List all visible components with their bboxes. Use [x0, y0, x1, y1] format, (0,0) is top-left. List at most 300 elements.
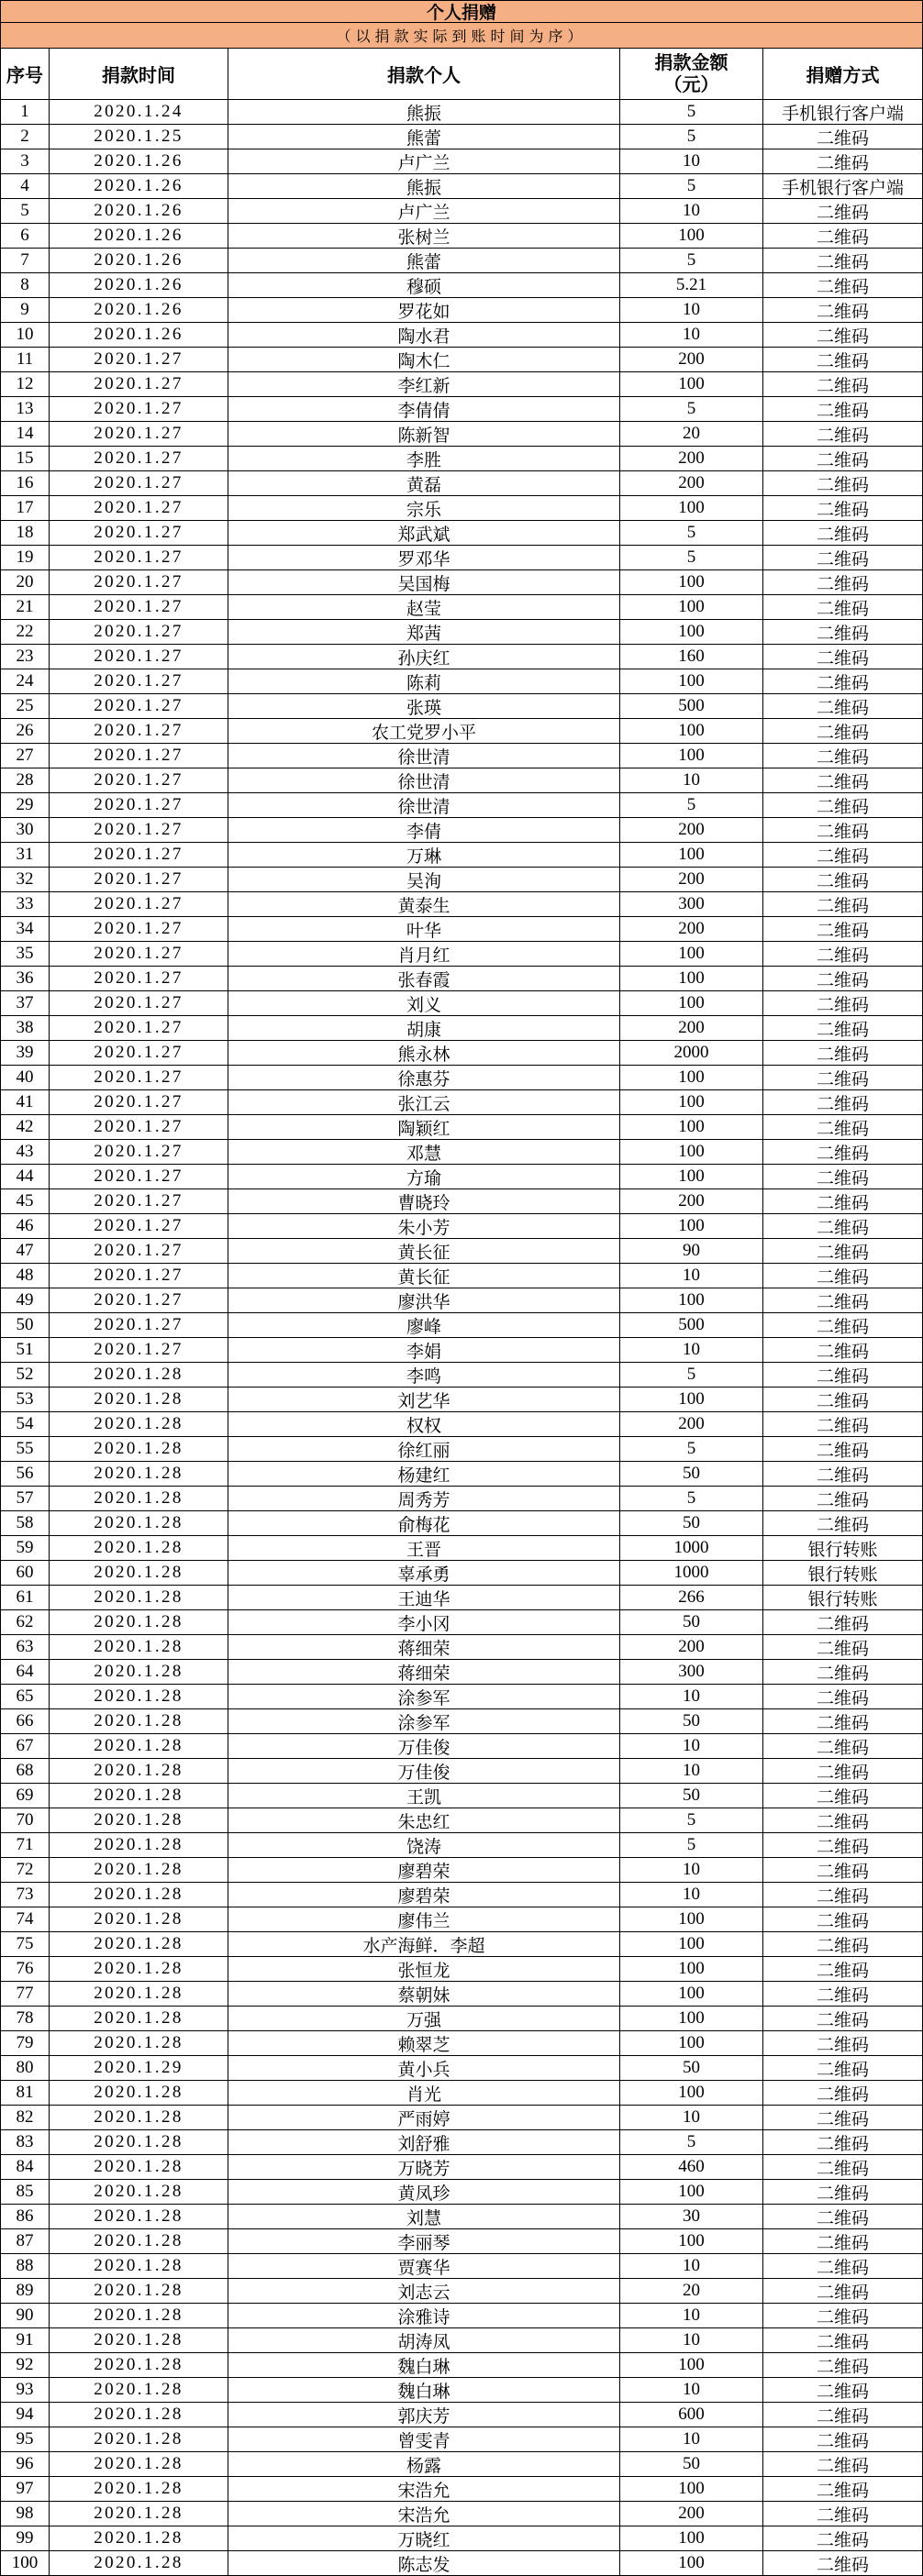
donation-amount: 1000: [620, 1536, 763, 1561]
donation-date: 2020.1.28: [50, 1511, 228, 1536]
donation-date: 2020.1.28: [50, 2180, 228, 2205]
table-header-row: [0, 49, 923, 100]
donation-method: 二维码: [763, 496, 923, 521]
donation-amount: 200: [620, 818, 763, 843]
donation-date: 2020.1.28: [50, 2403, 228, 2427]
donation-date: 2020.1.28: [50, 1808, 228, 1833]
donation-date: 2020.1.26: [50, 323, 228, 348]
donation-date: 2020.1.27: [50, 892, 228, 917]
donation-date: 2020.1.28: [50, 1982, 228, 2007]
row-number: 57: [0, 1487, 50, 1511]
table-row: [0, 570, 923, 595]
donation-method: 二维码: [763, 1165, 923, 1189]
table-row: [0, 1907, 923, 1932]
donation-method: 二维码: [763, 521, 923, 546]
donation-date: 2020.1.28: [50, 2452, 228, 2477]
row-number: 80: [0, 2056, 50, 2081]
row-number: 71: [0, 1833, 50, 1858]
donor-name: 徐世清: [228, 744, 620, 768]
donation-date: 2020.1.27: [50, 1016, 228, 1041]
donor-name: 黄泰生: [228, 892, 620, 917]
row-number: 28: [0, 768, 50, 793]
donation-amount: 5: [620, 1833, 763, 1858]
donation-date: 2020.1.26: [50, 149, 228, 174]
donation-method: 二维码: [763, 1041, 923, 1066]
donation-amount: 100: [620, 372, 763, 397]
donation-amount: 50: [620, 1610, 763, 1635]
donation-method: 二维码: [763, 2328, 923, 2353]
donation-amount: 100: [620, 2081, 763, 2106]
row-number: 59: [0, 1536, 50, 1561]
donation-method: 二维码: [763, 2031, 923, 2056]
table-row: [0, 174, 923, 199]
donation-amount: 50: [620, 1462, 763, 1487]
donor-name: 王迪华: [228, 1586, 620, 1610]
donation-date: 2020.1.28: [50, 2081, 228, 2106]
row-number: 10: [0, 323, 50, 348]
donation-method: 二维码: [763, 2551, 923, 2576]
donation-method: 二维码: [763, 1487, 923, 1511]
table-row: [0, 496, 923, 521]
table-row: [0, 645, 923, 669]
donor-name: 张树兰: [228, 224, 620, 249]
table-body: [0, 100, 923, 2576]
donation-date: 2020.1.28: [50, 1660, 228, 1685]
table-row: [0, 917, 923, 942]
row-number: 30: [0, 818, 50, 843]
table-row: [0, 1586, 923, 1610]
donor-name: 吴洵: [228, 868, 620, 892]
donation-method: 二维码: [763, 1858, 923, 1883]
table-row: [0, 892, 923, 917]
donor-name: 熊蕾: [228, 125, 620, 149]
row-number: 52: [0, 1363, 50, 1388]
row-number: 11: [0, 348, 50, 372]
donation-method: 二维码: [763, 1313, 923, 1338]
donation-amount: 200: [620, 868, 763, 892]
table-row: [0, 2526, 923, 2551]
donation-date: 2020.1.27: [50, 694, 228, 719]
donor-name: 涂雅诗: [228, 2304, 620, 2328]
row-number: 6: [0, 224, 50, 249]
row-number: 42: [0, 1115, 50, 1140]
donation-date: 2020.1.27: [50, 917, 228, 942]
table-row: [0, 1660, 923, 1685]
donation-date: 2020.1.28: [50, 1734, 228, 1759]
donation-method: 二维码: [763, 1660, 923, 1685]
table-row: [0, 249, 923, 273]
donation-method: 二维码: [763, 1090, 923, 1115]
donor-name: 卢广兰: [228, 199, 620, 224]
table-row: [0, 1437, 923, 1462]
row-number: 81: [0, 2081, 50, 2106]
donation-date: 2020.1.27: [50, 348, 228, 372]
donor-name: 熊永林: [228, 1041, 620, 1066]
donation-date: 2020.1.26: [50, 249, 228, 273]
donor-name: 黄小兵: [228, 2056, 620, 2081]
row-number: 74: [0, 1907, 50, 1932]
donation-method: 银行转账: [763, 1586, 923, 1610]
donation-amount: 1000: [620, 1561, 763, 1586]
donation-method: 二维码: [763, 1363, 923, 1388]
donation-method: 二维码: [763, 1388, 923, 1412]
donation-amount: 100: [620, 224, 763, 249]
table-row: [0, 1883, 923, 1907]
table-row: [0, 694, 923, 719]
donation-method: 二维码: [763, 1264, 923, 1288]
table-row: [0, 793, 923, 818]
header-amount: [620, 49, 763, 100]
row-number: 33: [0, 892, 50, 917]
donation-method: 二维码: [763, 2081, 923, 2106]
donation-amount: 50: [620, 1784, 763, 1808]
row-number: 67: [0, 1734, 50, 1759]
donation-date: 2020.1.26: [50, 298, 228, 323]
donation-method: 二维码: [763, 2205, 923, 2229]
donation-date: 2020.1.24: [50, 100, 228, 125]
donation-date: 2020.1.28: [50, 1833, 228, 1858]
donor-name: 熊蕾: [228, 249, 620, 273]
donation-date: 2020.1.28: [50, 2254, 228, 2279]
donation-date: 2020.1.27: [50, 843, 228, 868]
donation-date: 2020.1.28: [50, 2031, 228, 2056]
row-number: 89: [0, 2279, 50, 2304]
donation-amount: 10: [620, 323, 763, 348]
row-number: 64: [0, 1660, 50, 1685]
donation-date: 2020.1.28: [50, 2205, 228, 2229]
donation-amount: 100: [620, 2526, 763, 2551]
donor-name: 魏白琳: [228, 2353, 620, 2378]
row-number: 68: [0, 1759, 50, 1784]
donation-date: 2020.1.28: [50, 1412, 228, 1437]
donation-amount: 10: [620, 2328, 763, 2353]
donor-name: 李鸣: [228, 1363, 620, 1388]
donation-method: 二维码: [763, 249, 923, 273]
donation-amount: 200: [620, 348, 763, 372]
donation-date: 2020.1.28: [50, 1462, 228, 1487]
table-row: [0, 942, 923, 967]
table-row: [0, 868, 923, 892]
donor-name: 蒋细荣: [228, 1660, 620, 1685]
donation-method: 手机银行客户端: [763, 100, 923, 125]
donation-amount: 200: [620, 1189, 763, 1214]
donor-name: 万佳俊: [228, 1759, 620, 1784]
donor-name: 涂参军: [228, 1709, 620, 1734]
header-date: 捐款时间: [50, 49, 228, 100]
donation-amount: 100: [620, 2007, 763, 2031]
row-number: 60: [0, 1561, 50, 1586]
donation-method: 二维码: [763, 1239, 923, 1264]
donation-amount: 100: [620, 669, 763, 694]
donation-method: 二维码: [763, 1189, 923, 1214]
donation-method: 二维码: [763, 2180, 923, 2205]
row-number: 58: [0, 1511, 50, 1536]
table-row: [0, 1734, 923, 1759]
donation-date: 2020.1.28: [50, 2130, 228, 2155]
donation-amount: 100: [620, 620, 763, 645]
donation-amount: 90: [620, 1239, 763, 1264]
donation-method: 二维码: [763, 1338, 923, 1363]
row-number: 15: [0, 447, 50, 471]
table-row: [0, 1165, 923, 1189]
table-row: [0, 1115, 923, 1140]
donation-method: 二维码: [763, 595, 923, 620]
donation-method: 二维码: [763, 2106, 923, 2130]
donation-amount: 5: [620, 397, 763, 422]
donation-method: 二维码: [763, 2353, 923, 2378]
donation-amount: 20: [620, 2279, 763, 2304]
donation-amount: 200: [620, 1635, 763, 1660]
donation-method: 二维码: [763, 967, 923, 991]
donation-method: 二维码: [763, 868, 923, 892]
row-number: 98: [0, 2502, 50, 2526]
donor-name: 刘舒雅: [228, 2130, 620, 2155]
donation-amount: 5.21: [620, 273, 763, 298]
row-number: 69: [0, 1784, 50, 1808]
table-row: [0, 273, 923, 298]
table-row: [0, 149, 923, 174]
table-row: [0, 2502, 923, 2526]
donor-name: 罗邓华: [228, 546, 620, 570]
table-row: [0, 1090, 923, 1115]
table-row: [0, 2081, 923, 2106]
table-row: [0, 471, 923, 496]
donation-date: 2020.1.28: [50, 1610, 228, 1635]
donation-date: 2020.1.28: [50, 2477, 228, 2502]
donation-date: 2020.1.26: [50, 199, 228, 224]
table-row: [0, 1338, 923, 1363]
donation-amount: 100: [620, 1288, 763, 1313]
donor-name: 周秀芳: [228, 1487, 620, 1511]
row-number: 5: [0, 199, 50, 224]
table-row: [0, 1808, 923, 1833]
donation-date: 2020.1.28: [50, 1957, 228, 1982]
donation-method: 二维码: [763, 917, 923, 942]
donation-date: 2020.1.27: [50, 1115, 228, 1140]
table-row: [0, 447, 923, 471]
donation-amount: 100: [620, 1932, 763, 1957]
donation-amount: 500: [620, 694, 763, 719]
donation-date: 2020.1.28: [50, 2229, 228, 2254]
donation-method: 二维码: [763, 323, 923, 348]
row-number: 20: [0, 570, 50, 595]
donation-amount: 10: [620, 1858, 763, 1883]
row-number: 61: [0, 1586, 50, 1610]
donor-name: 涂参军: [228, 1685, 620, 1709]
table-row: [0, 2031, 923, 2056]
donation-amount: 100: [620, 2180, 763, 2205]
row-number: 87: [0, 2229, 50, 2254]
donation-amount: 5: [620, 100, 763, 125]
donation-date: 2020.1.27: [50, 942, 228, 967]
donation-amount: 50: [620, 1709, 763, 1734]
table-row: [0, 744, 923, 768]
donor-name: 刘义: [228, 991, 620, 1016]
row-number: 63: [0, 1635, 50, 1660]
row-number: 65: [0, 1685, 50, 1709]
donation-date: 2020.1.28: [50, 1858, 228, 1883]
table-row: [0, 546, 923, 570]
row-number: 29: [0, 793, 50, 818]
donation-method: 二维码: [763, 1833, 923, 1858]
donor-name: 李娟: [228, 1338, 620, 1363]
donation-method: 二维码: [763, 1685, 923, 1709]
table-row: [0, 2403, 923, 2427]
row-number: 38: [0, 1016, 50, 1041]
donation-amount: 300: [620, 892, 763, 917]
row-number: 17: [0, 496, 50, 521]
donation-amount: 10: [620, 2254, 763, 2279]
donor-name: 肖光: [228, 2081, 620, 2106]
row-number: 26: [0, 719, 50, 744]
donor-name: 叶华: [228, 917, 620, 942]
donation-amount: 10: [620, 1685, 763, 1709]
row-number: 78: [0, 2007, 50, 2031]
row-number: 73: [0, 1883, 50, 1907]
donor-name: 赖翠芝: [228, 2031, 620, 2056]
donor-name: 李倩倩: [228, 397, 620, 422]
row-number: 44: [0, 1165, 50, 1189]
table-row: [0, 2304, 923, 2328]
row-number: 43: [0, 1140, 50, 1165]
table-row: [0, 1239, 923, 1264]
row-number: 96: [0, 2452, 50, 2477]
donation-amount: 50: [620, 2452, 763, 2477]
donation-amount: 10: [620, 2378, 763, 2403]
row-number: 95: [0, 2427, 50, 2452]
donation-amount: 10: [620, 1759, 763, 1784]
donation-method: 二维码: [763, 2279, 923, 2304]
donor-name: 陈志发: [228, 2551, 620, 2576]
donor-name: 朱小芳: [228, 1214, 620, 1239]
donor-name: 黄长征: [228, 1264, 620, 1288]
donation-method: 二维码: [763, 447, 923, 471]
sheet-subtitle: （以捐款实际到账时间为序）: [0, 23, 923, 49]
table-row: [0, 1858, 923, 1883]
row-number: 12: [0, 372, 50, 397]
donor-name: 黄长征: [228, 1239, 620, 1264]
donation-amount: 30: [620, 2205, 763, 2229]
donation-method: 银行转账: [763, 1536, 923, 1561]
donation-method: 二维码: [763, 645, 923, 669]
donor-name: 刘慧: [228, 2205, 620, 2229]
donation-amount: 100: [620, 1090, 763, 1115]
donation-date: 2020.1.27: [50, 967, 228, 991]
donation-date: 2020.1.29: [50, 2056, 228, 2081]
donation-method: 二维码: [763, 471, 923, 496]
donation-date: 2020.1.27: [50, 768, 228, 793]
donation-date: 2020.1.28: [50, 1709, 228, 1734]
donation-date: 2020.1.27: [50, 397, 228, 422]
table-row: [0, 818, 923, 843]
donation-method: 二维码: [763, 1140, 923, 1165]
donation-date: 2020.1.27: [50, 372, 228, 397]
donation-amount: 100: [620, 843, 763, 868]
table-row: [0, 1685, 923, 1709]
donation-method: 二维码: [763, 125, 923, 149]
donation-amount: 100: [620, 942, 763, 967]
table-row: [0, 2378, 923, 2403]
row-number: 54: [0, 1412, 50, 1437]
donation-date: 2020.1.27: [50, 570, 228, 595]
donation-date: 2020.1.28: [50, 1561, 228, 1586]
donor-name: 朱忠红: [228, 1808, 620, 1833]
row-number: 13: [0, 397, 50, 422]
row-number: 85: [0, 2180, 50, 2205]
donation-date: 2020.1.27: [50, 1338, 228, 1363]
donation-method: 二维码: [763, 620, 923, 645]
row-number: 45: [0, 1189, 50, 1214]
row-number: 36: [0, 967, 50, 991]
donor-name: 王凯: [228, 1784, 620, 1808]
donor-name: 杨建红: [228, 1462, 620, 1487]
donation-amount: 100: [620, 744, 763, 768]
donor-name: 农工党罗小平: [228, 719, 620, 744]
row-number: 23: [0, 645, 50, 669]
donation-method: 二维码: [763, 942, 923, 967]
donation-amount: 5: [620, 1437, 763, 1462]
row-number: 56: [0, 1462, 50, 1487]
donation-date: 2020.1.27: [50, 669, 228, 694]
donation-date: 2020.1.28: [50, 1759, 228, 1784]
table-row: [0, 1288, 923, 1313]
row-number: 82: [0, 2106, 50, 2130]
table-row: [0, 2477, 923, 2502]
donor-name: 廖伟兰: [228, 1907, 620, 1932]
donor-name: 魏白琳: [228, 2378, 620, 2403]
donation-method: 二维码: [763, 1808, 923, 1833]
donor-name: 胡涛凤: [228, 2328, 620, 2353]
donation-date: 2020.1.28: [50, 2155, 228, 2180]
donor-name: 吴国梅: [228, 570, 620, 595]
donation-amount: 5: [620, 546, 763, 570]
donor-name: 权权: [228, 1412, 620, 1437]
donation-amount: 50: [620, 1511, 763, 1536]
row-number: 48: [0, 1264, 50, 1288]
row-number: 37: [0, 991, 50, 1016]
donor-name: 廖峰: [228, 1313, 620, 1338]
table-row: [0, 1709, 923, 1734]
table-row: [0, 768, 923, 793]
header-number: 序号: [0, 49, 50, 100]
donation-date: 2020.1.27: [50, 595, 228, 620]
donation-amount: 10: [620, 1883, 763, 1907]
donation-amount: 100: [620, 496, 763, 521]
donation-date: 2020.1.27: [50, 496, 228, 521]
donor-name: 郑武斌: [228, 521, 620, 546]
donation-method: 二维码: [763, 2477, 923, 2502]
table-row: [0, 1016, 923, 1041]
row-number: 9: [0, 298, 50, 323]
donation-date: 2020.1.28: [50, 2378, 228, 2403]
donor-name: 陈新智: [228, 422, 620, 447]
donation-date: 2020.1.28: [50, 2328, 228, 2353]
table-row: [0, 2106, 923, 2130]
donor-name: 胡康: [228, 1016, 620, 1041]
row-number: 1: [0, 100, 50, 125]
donation-amount: 100: [620, 1388, 763, 1412]
table-row: [0, 422, 923, 447]
row-number: 62: [0, 1610, 50, 1635]
donation-date: 2020.1.27: [50, 719, 228, 744]
row-number: 72: [0, 1858, 50, 1883]
row-number: 93: [0, 2378, 50, 2403]
row-number: 70: [0, 1808, 50, 1833]
row-number: 91: [0, 2328, 50, 2353]
donor-name: 李红新: [228, 372, 620, 397]
donor-name: 陶水君: [228, 323, 620, 348]
donation-amount: 200: [620, 471, 763, 496]
